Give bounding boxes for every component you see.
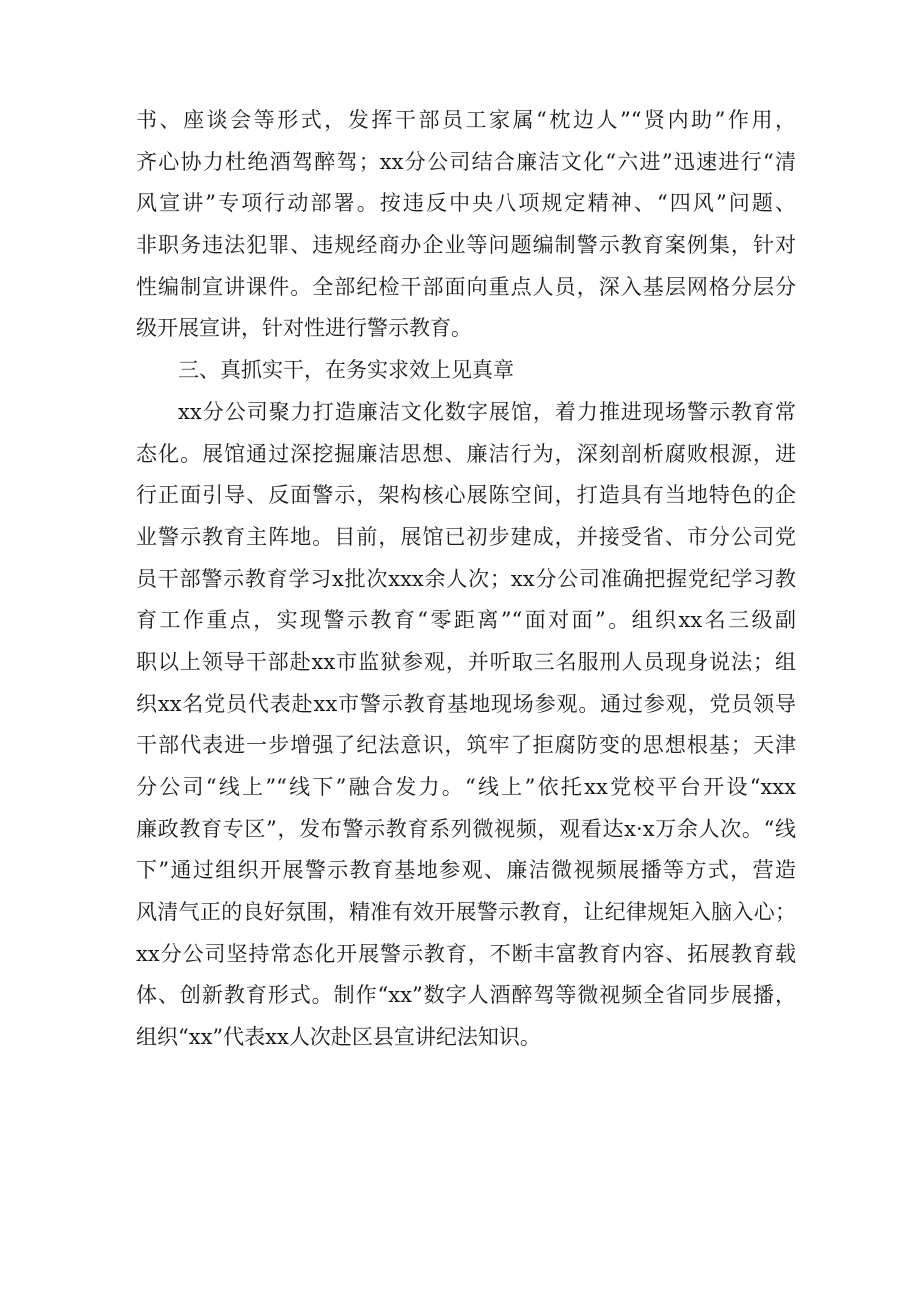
paragraph-line: 廉政教育专区”，发布警示教育系列微视频，观看达x·x万余人次。“线 bbox=[136, 816, 796, 841]
paragraph-line: 非职务违法犯罪、违规经商办企业等问题编制警示教育案例集，针对 bbox=[136, 233, 796, 258]
paragraph-line: 下”通过组织开展警示教育基地参观、廉洁微视频展播等方式，营造 bbox=[136, 858, 796, 883]
paragraph-line: 职以上领导干部赴xx市监狱参观，并听取三名服刑人员现身说法；组 bbox=[136, 649, 796, 674]
paragraph-line: 行正面引导、反面警示，架构核心展陈空间，打造具有当地特色的企 bbox=[136, 483, 796, 508]
paragraph-line: 态化。展馆通过深挖掘廉洁思想、廉洁行为，深刻剖析腐败根源，进 bbox=[136, 441, 796, 466]
paragraph-line: 业警示教育主阵地。目前，展馆已初步建成，并接受省、市分公司党 bbox=[136, 524, 796, 549]
paragraph-line: 性编制宣讲课件。全部纪检干部面向重点人员，深入基层网格分层分 bbox=[136, 274, 796, 299]
paragraph-line: 员干部警示教育学习x批次xxx余人次；xx分公司准确把握党纪学习教 bbox=[136, 566, 796, 591]
paragraph-line: 齐心协力杜绝酒驾醉驾；xx分公司结合廉洁文化“六进”迅速进行“清 bbox=[136, 149, 796, 174]
document-body bbox=[136, 100, 796, 1059]
paragraph-line: 风宣讲”专项行动部署。按违反中央八项规定精神、“四风”问题、 bbox=[136, 191, 796, 216]
paragraph-line: xx分公司聚力打造廉洁文化数字展馆，着力推进现场警示教育常 bbox=[178, 399, 796, 424]
paragraph-line: 体、创新教育形式。制作“xx”数字人酒醉驾等微视频全省同步展播， bbox=[136, 983, 796, 1008]
paragraph-line: 书、座谈会等形式，发挥干部员工家属“枕边人”“贤内助”作用， bbox=[136, 108, 796, 132]
paragraph-line: 织xx名党员代表赴xx市警示教育基地现场参观。通过参观，党员领导 bbox=[136, 691, 796, 716]
paragraph-line: 干部代表进一步增强了纪法意识，筑牢了拒腐防变的思想根基；天津 bbox=[136, 733, 796, 758]
paragraph-line: 育工作重点，实现警示教育“零距离”“面对面”。组织xx名三级副 bbox=[136, 608, 796, 633]
paragraph-line: 组织“xx”代表xx人次赴区县宣讲纪法知识。 bbox=[136, 1025, 541, 1050]
paragraph-line: 分公司“线上”“线下”融合发力。“线上”依托xx党校平台开设“xxx bbox=[136, 775, 796, 799]
paragraph-line: 级开展宣讲，针对性进行警示教育。 bbox=[136, 316, 472, 341]
section-heading: 三、真抓实干，在务实求效上见真章 bbox=[178, 358, 514, 383]
paragraph-line: xx分公司坚持常态化开展警示教育，不断丰富教育内容、拓展教育载 bbox=[136, 941, 796, 966]
paragraph-line: 风清气正的良好氛围，精准有效开展警示教育，让纪律规矩入脑入心； bbox=[136, 900, 796, 925]
